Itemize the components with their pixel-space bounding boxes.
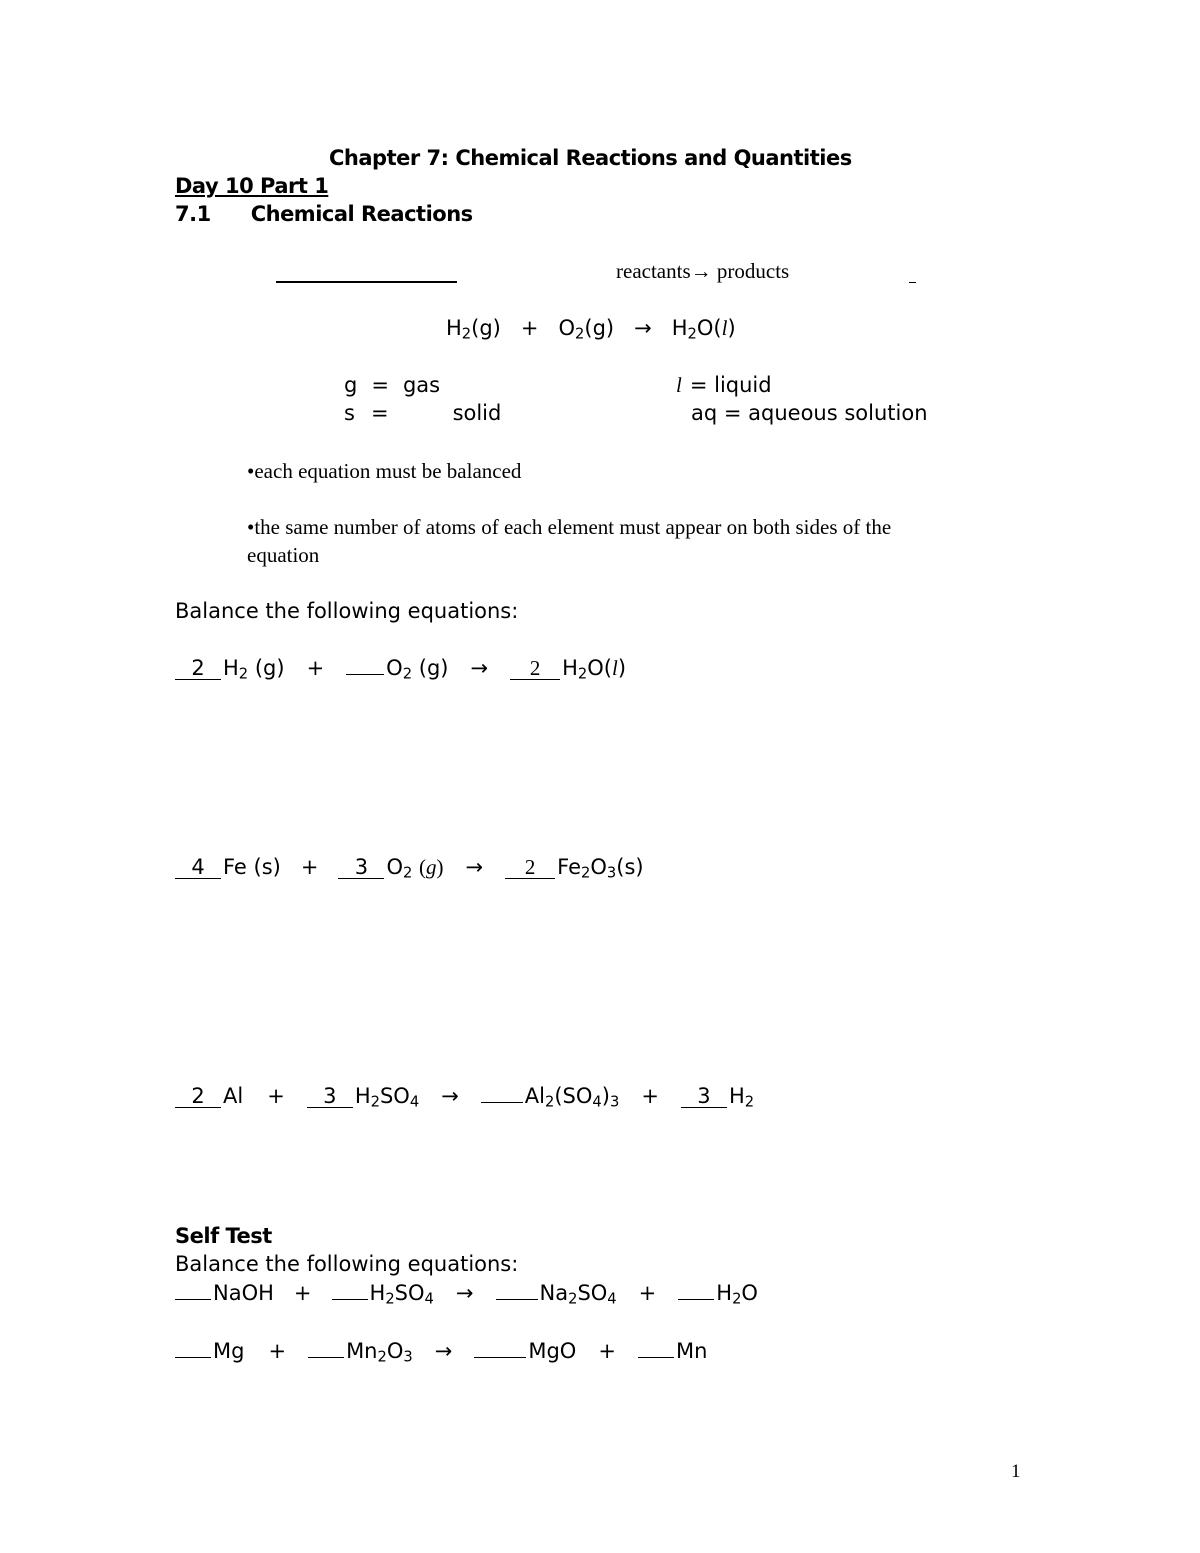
coefficient-answer: 3 — [354, 855, 369, 879]
reactants-label: reactants — [616, 259, 691, 283]
state-value: gas — [402, 373, 441, 397]
page-number: 1 — [1011, 1461, 1021, 1482]
arrow-icon: → — [634, 316, 652, 340]
formula: H — [716, 1281, 733, 1305]
self-test-equation-2 — [175, 1339, 708, 1366]
state-aqueous: aq = aqueous solution — [691, 401, 928, 425]
state-label: (s) — [616, 855, 644, 879]
subscript: 3 — [403, 1348, 413, 1366]
equals-sign: = — [370, 401, 389, 425]
subscript: 2 — [403, 864, 413, 882]
formula: Fe — [557, 855, 582, 879]
coefficient-answer: 3 — [697, 1084, 711, 1108]
equation-3 — [175, 1084, 755, 1111]
subscript: 2 — [581, 864, 591, 882]
coefficient-blank — [175, 1357, 211, 1358]
plus-sign: + — [300, 855, 319, 879]
formula-h: H — [446, 316, 462, 340]
state-liquid: l — [611, 656, 618, 680]
subscript: 3 — [609, 1093, 620, 1111]
dash-mark — [909, 282, 916, 283]
subscript: 2 — [238, 665, 249, 683]
note-atoms-line2: equation — [247, 543, 320, 567]
formula-o: O( — [696, 316, 722, 340]
coefficient-blank — [474, 1357, 526, 1358]
subscript: 2 — [568, 1290, 578, 1308]
coefficient-blank — [308, 1357, 344, 1358]
example-equation — [446, 316, 736, 341]
formula: NaOH — [213, 1281, 274, 1305]
paren: ( — [419, 855, 427, 879]
arrow-icon: → — [455, 1281, 474, 1305]
products-label: products — [716, 259, 790, 283]
subscript: 2 — [377, 1348, 387, 1366]
equals-sign: = — [371, 373, 389, 397]
formula: SO — [379, 1084, 410, 1108]
coefficient-blank — [175, 1086, 221, 1108]
subscript: 2 — [402, 665, 413, 683]
formula: O — [386, 1339, 404, 1363]
arrow-icon: → — [690, 259, 712, 283]
paren: ) — [727, 316, 736, 340]
state-value: solid — [452, 401, 502, 425]
subscript: 2 — [545, 1093, 555, 1111]
note-balanced: •each equation must be balanced — [247, 459, 522, 483]
subscript: 2 — [461, 325, 472, 343]
subscript: 2 — [370, 1093, 380, 1111]
reaction-definition — [616, 259, 789, 284]
coefficient-answer: 2 — [529, 656, 541, 680]
subscript: 2 — [744, 1093, 755, 1111]
section-title: Chemical Reactions — [250, 202, 473, 226]
chapter-title: Chapter 7: Chemical Reactions and Quantities — [329, 146, 852, 170]
formula: Fe (s) — [223, 855, 281, 879]
fill-in-blank-line — [276, 281, 457, 283]
coefficient-answer: 4 — [191, 855, 205, 879]
state-label: (g) — [254, 656, 285, 680]
formula: H — [223, 656, 239, 680]
coefficient-blank — [338, 857, 384, 879]
state-key: g — [344, 373, 358, 397]
self-test-equation-1 — [175, 1281, 758, 1308]
subscript: 4 — [592, 1093, 602, 1111]
formula: MgO — [528, 1339, 577, 1363]
coefficient-blank — [678, 1299, 714, 1300]
coefficient-blank — [681, 1086, 727, 1108]
coefficient-blank — [505, 857, 555, 879]
state-solid — [344, 401, 501, 425]
coefficient-blank — [481, 1102, 523, 1103]
formula: Mn — [346, 1339, 378, 1363]
plus-sign: + — [306, 656, 325, 680]
coefficient-blank — [496, 1299, 538, 1300]
subscript: 4 — [424, 1290, 434, 1308]
coefficient-answer: 2 — [191, 656, 205, 680]
section-number: 7.1 — [175, 202, 211, 226]
formula: O — [386, 656, 403, 680]
arrow-icon: → — [470, 656, 489, 680]
formula: (SO — [554, 1084, 593, 1108]
formula: O( — [587, 656, 612, 680]
section-heading — [175, 202, 473, 226]
formula-h: H — [671, 316, 688, 340]
plus-sign: + — [293, 1281, 312, 1305]
formula: Al — [524, 1084, 545, 1108]
coefficient-answer: 2 — [191, 1084, 205, 1108]
equation-1 — [175, 656, 626, 681]
formula: Mn — [675, 1339, 708, 1363]
coefficient-blank — [332, 1299, 368, 1300]
formula: O — [386, 855, 403, 879]
balance-heading: Balance the following equations: — [175, 599, 519, 623]
coefficient-blank — [175, 1299, 211, 1300]
state-gas — [344, 373, 440, 397]
subscript: 3 — [606, 864, 617, 882]
self-test-title: Self Test — [175, 1224, 272, 1248]
state-value: = liquid — [689, 373, 772, 397]
formula: H — [728, 1084, 745, 1108]
coefficient-blank — [175, 857, 221, 879]
state-liquid — [676, 373, 772, 398]
coefficient-blank — [510, 658, 560, 680]
day-label: Day 10 Part 1 — [175, 174, 329, 198]
subscript: 2 — [577, 665, 588, 683]
coefficient-blank — [307, 1086, 353, 1108]
formula: SO — [577, 1281, 608, 1305]
plus-sign: + — [638, 1281, 657, 1305]
state-gas: g — [426, 855, 437, 879]
paren: ) — [436, 855, 444, 879]
state-label: (g) — [471, 316, 501, 340]
formula: Mg — [213, 1339, 245, 1363]
state-liquid: l — [721, 316, 728, 340]
arrow-icon: → — [434, 1339, 453, 1363]
state-label: (g) — [418, 656, 449, 680]
subscript: 4 — [607, 1290, 617, 1308]
formula: O — [741, 1281, 758, 1305]
plus-sign: + — [268, 1339, 287, 1363]
plus-sign: + — [641, 1084, 659, 1108]
plus-sign: + — [520, 316, 539, 340]
arrow-icon: → — [441, 1084, 459, 1108]
coefficient-blank — [346, 674, 384, 675]
state-label: (g) — [584, 316, 615, 340]
subscript: 2 — [732, 1290, 742, 1308]
coefficient-blank — [175, 658, 221, 680]
paren: ) — [617, 656, 627, 680]
coefficient-answer: 2 — [524, 855, 536, 879]
formula: H — [562, 656, 578, 680]
formula: Al — [223, 1084, 244, 1108]
coefficient-answer: 3 — [323, 1084, 337, 1108]
arrow-icon: → — [465, 855, 484, 879]
formula: O — [590, 855, 607, 879]
coefficient-blank — [638, 1357, 674, 1358]
equation-2 — [175, 855, 644, 880]
paren: ) — [601, 1084, 610, 1108]
formula: SO — [394, 1281, 425, 1305]
formula-o: O — [558, 316, 576, 340]
plus-sign: + — [598, 1339, 616, 1363]
subscript: 2 — [687, 325, 697, 343]
state-key: l — [676, 373, 682, 397]
formula: H — [369, 1281, 386, 1305]
formula: Na — [539, 1281, 569, 1305]
state-key: s — [344, 401, 355, 425]
subscript: 2 — [385, 1290, 395, 1308]
note-atoms-line1: •the same number of atoms of each element must appear on both sides of the — [247, 515, 892, 539]
formula: H — [354, 1084, 371, 1108]
self-test-instructions: Balance the following equations: — [175, 1252, 519, 1276]
subscript: 4 — [409, 1093, 420, 1111]
plus-sign: + — [267, 1084, 285, 1108]
subscript: 2 — [575, 325, 585, 343]
